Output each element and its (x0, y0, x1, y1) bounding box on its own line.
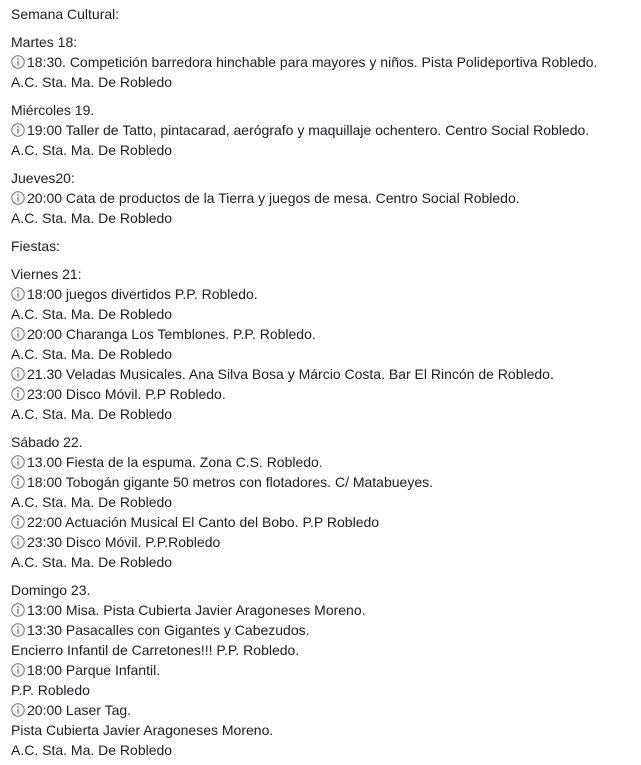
info-circle-icon (11, 455, 25, 469)
text-line (11, 680, 630, 700)
line-text: A.C. Sta. Ma. De Robledo (11, 74, 173, 90)
schedule-item (11, 452, 630, 472)
line-text: 13:30 Pasacalles con Gigantes y Cabezudos. (27, 622, 310, 638)
line-text: Jueves20: (11, 170, 75, 186)
line-text: 22:00 Actuación Musical El Canto del Bobo. P.P Robledo (27, 514, 380, 530)
schedule-item (11, 472, 630, 492)
line-text: Encierro Infantil de Carretones!!! P.P. Robledo. (11, 642, 300, 658)
line-text: 13.00 Fiesta de la espuma. Zona C.S. Robledo. (27, 454, 323, 470)
line-text: 19:00 Taller de Tatto, pintacarad, aerógrafo y maquillaje ochentero. Centro Social Robledo. (27, 122, 590, 138)
text-line (11, 552, 630, 572)
info-circle-icon (11, 535, 25, 549)
line-text: Domingo 23. (11, 582, 91, 598)
post-paragraph (11, 100, 630, 160)
info-circle-icon (11, 703, 25, 717)
post-paragraph (11, 32, 630, 92)
line-text: 20:00 Charanga Los Temblones. P.P. Robledo. (27, 326, 316, 342)
post-paragraph (11, 432, 630, 572)
info-circle-icon (11, 515, 25, 529)
line-text: 21.30 Veladas Musicales. Ana Silva Bosa y Márcio Costa. Bar El Rincón de Robledo. (27, 366, 554, 382)
text-line (11, 32, 630, 52)
text-line (11, 492, 630, 512)
info-circle-icon (11, 327, 25, 341)
text-line (11, 140, 630, 160)
info-circle-icon (11, 123, 25, 137)
info-circle-icon (11, 387, 25, 401)
line-text: Martes 18: (11, 34, 78, 50)
text-line (11, 208, 630, 228)
info-circle-icon (11, 623, 25, 637)
line-text: Viernes 21: (11, 266, 82, 282)
post-paragraph (11, 4, 630, 24)
line-text: A.C. Sta. Ma. De Robledo (11, 346, 173, 362)
info-circle-icon (11, 191, 25, 205)
line-text: A.C. Sta. Ma. De Robledo (11, 406, 173, 422)
text-line (11, 4, 630, 24)
text-line (11, 580, 630, 600)
post-paragraph (11, 580, 630, 760)
info-circle-icon (11, 367, 25, 381)
line-text: A.C. Sta. Ma. De Robledo (11, 306, 173, 322)
schedule-item (11, 120, 630, 140)
line-text: Sábado 22. (11, 434, 83, 450)
text-line (11, 236, 630, 256)
text-line (11, 168, 630, 188)
line-text: A.C. Sta. Ma. De Robledo (11, 494, 173, 510)
line-text: 18:00 Tobogán gigante 50 metros con flotadores. C/ Matabueyes. (27, 474, 434, 490)
text-line (11, 264, 630, 284)
info-circle-icon (11, 603, 25, 617)
info-circle-icon (11, 287, 25, 301)
text-line (11, 740, 630, 760)
schedule-item (11, 532, 630, 552)
schedule-item (11, 384, 630, 404)
line-text: A.C. Sta. Ma. De Robledo (11, 210, 173, 226)
line-text: A.C. Sta. Ma. De Robledo (11, 554, 173, 570)
text-line (11, 404, 630, 424)
text-line (11, 100, 630, 120)
schedule-item (11, 700, 630, 720)
schedule-item (11, 188, 630, 208)
text-line (11, 304, 630, 324)
schedule-item (11, 52, 630, 72)
line-text: 18:30. Competición barredora hinchable para mayores y niños. Pista Polideportiva Robledo. (27, 54, 598, 70)
schedule-item (11, 620, 630, 640)
text-line (11, 432, 630, 452)
schedule-item (11, 600, 630, 620)
schedule-item (11, 512, 630, 532)
line-text: 23:30 Disco Móvil. P.P.Robledo (27, 534, 221, 550)
line-text: Fiestas: (11, 238, 61, 254)
line-text: 20:00 Cata de productos de la Tierra y juegos de mesa. Centro Social Robledo. (27, 190, 520, 206)
schedule-item (11, 284, 630, 304)
post-paragraph (11, 168, 630, 228)
line-text: Pista Cubierta Javier Aragoneses Moreno. (11, 722, 274, 738)
text-line (11, 640, 630, 660)
schedule-item (11, 364, 630, 384)
text-line (11, 344, 630, 364)
info-circle-icon (11, 475, 25, 489)
post-paragraph (11, 236, 630, 256)
info-circle-icon (11, 55, 25, 69)
text-line (11, 72, 630, 92)
line-text: 23:00 Disco Móvil. P.P Robledo. (27, 386, 226, 402)
line-text: P.P. Robledo (11, 682, 90, 698)
line-text: 20:00 Laser Tag. (27, 702, 132, 718)
schedule-item (11, 660, 630, 680)
line-text: A.C. Sta. Ma. De Robledo (11, 742, 173, 758)
line-text: Semana Cultural: (11, 6, 120, 22)
line-text: Miércoles 19. (11, 102, 95, 118)
line-text: A.C. Sta. Ma. De Robledo (11, 142, 173, 158)
text-line (11, 720, 630, 740)
post-paragraph (11, 264, 630, 424)
line-text: 18:00 juegos divertidos P.P. Robledo. (27, 286, 258, 302)
line-text: 18:00 Parque Infantil. (27, 662, 161, 678)
schedule-item (11, 324, 630, 344)
info-circle-icon (11, 663, 25, 677)
line-text: 13:00 Misa. Pista Cubierta Javier Aragoneses Moreno. (27, 602, 366, 618)
